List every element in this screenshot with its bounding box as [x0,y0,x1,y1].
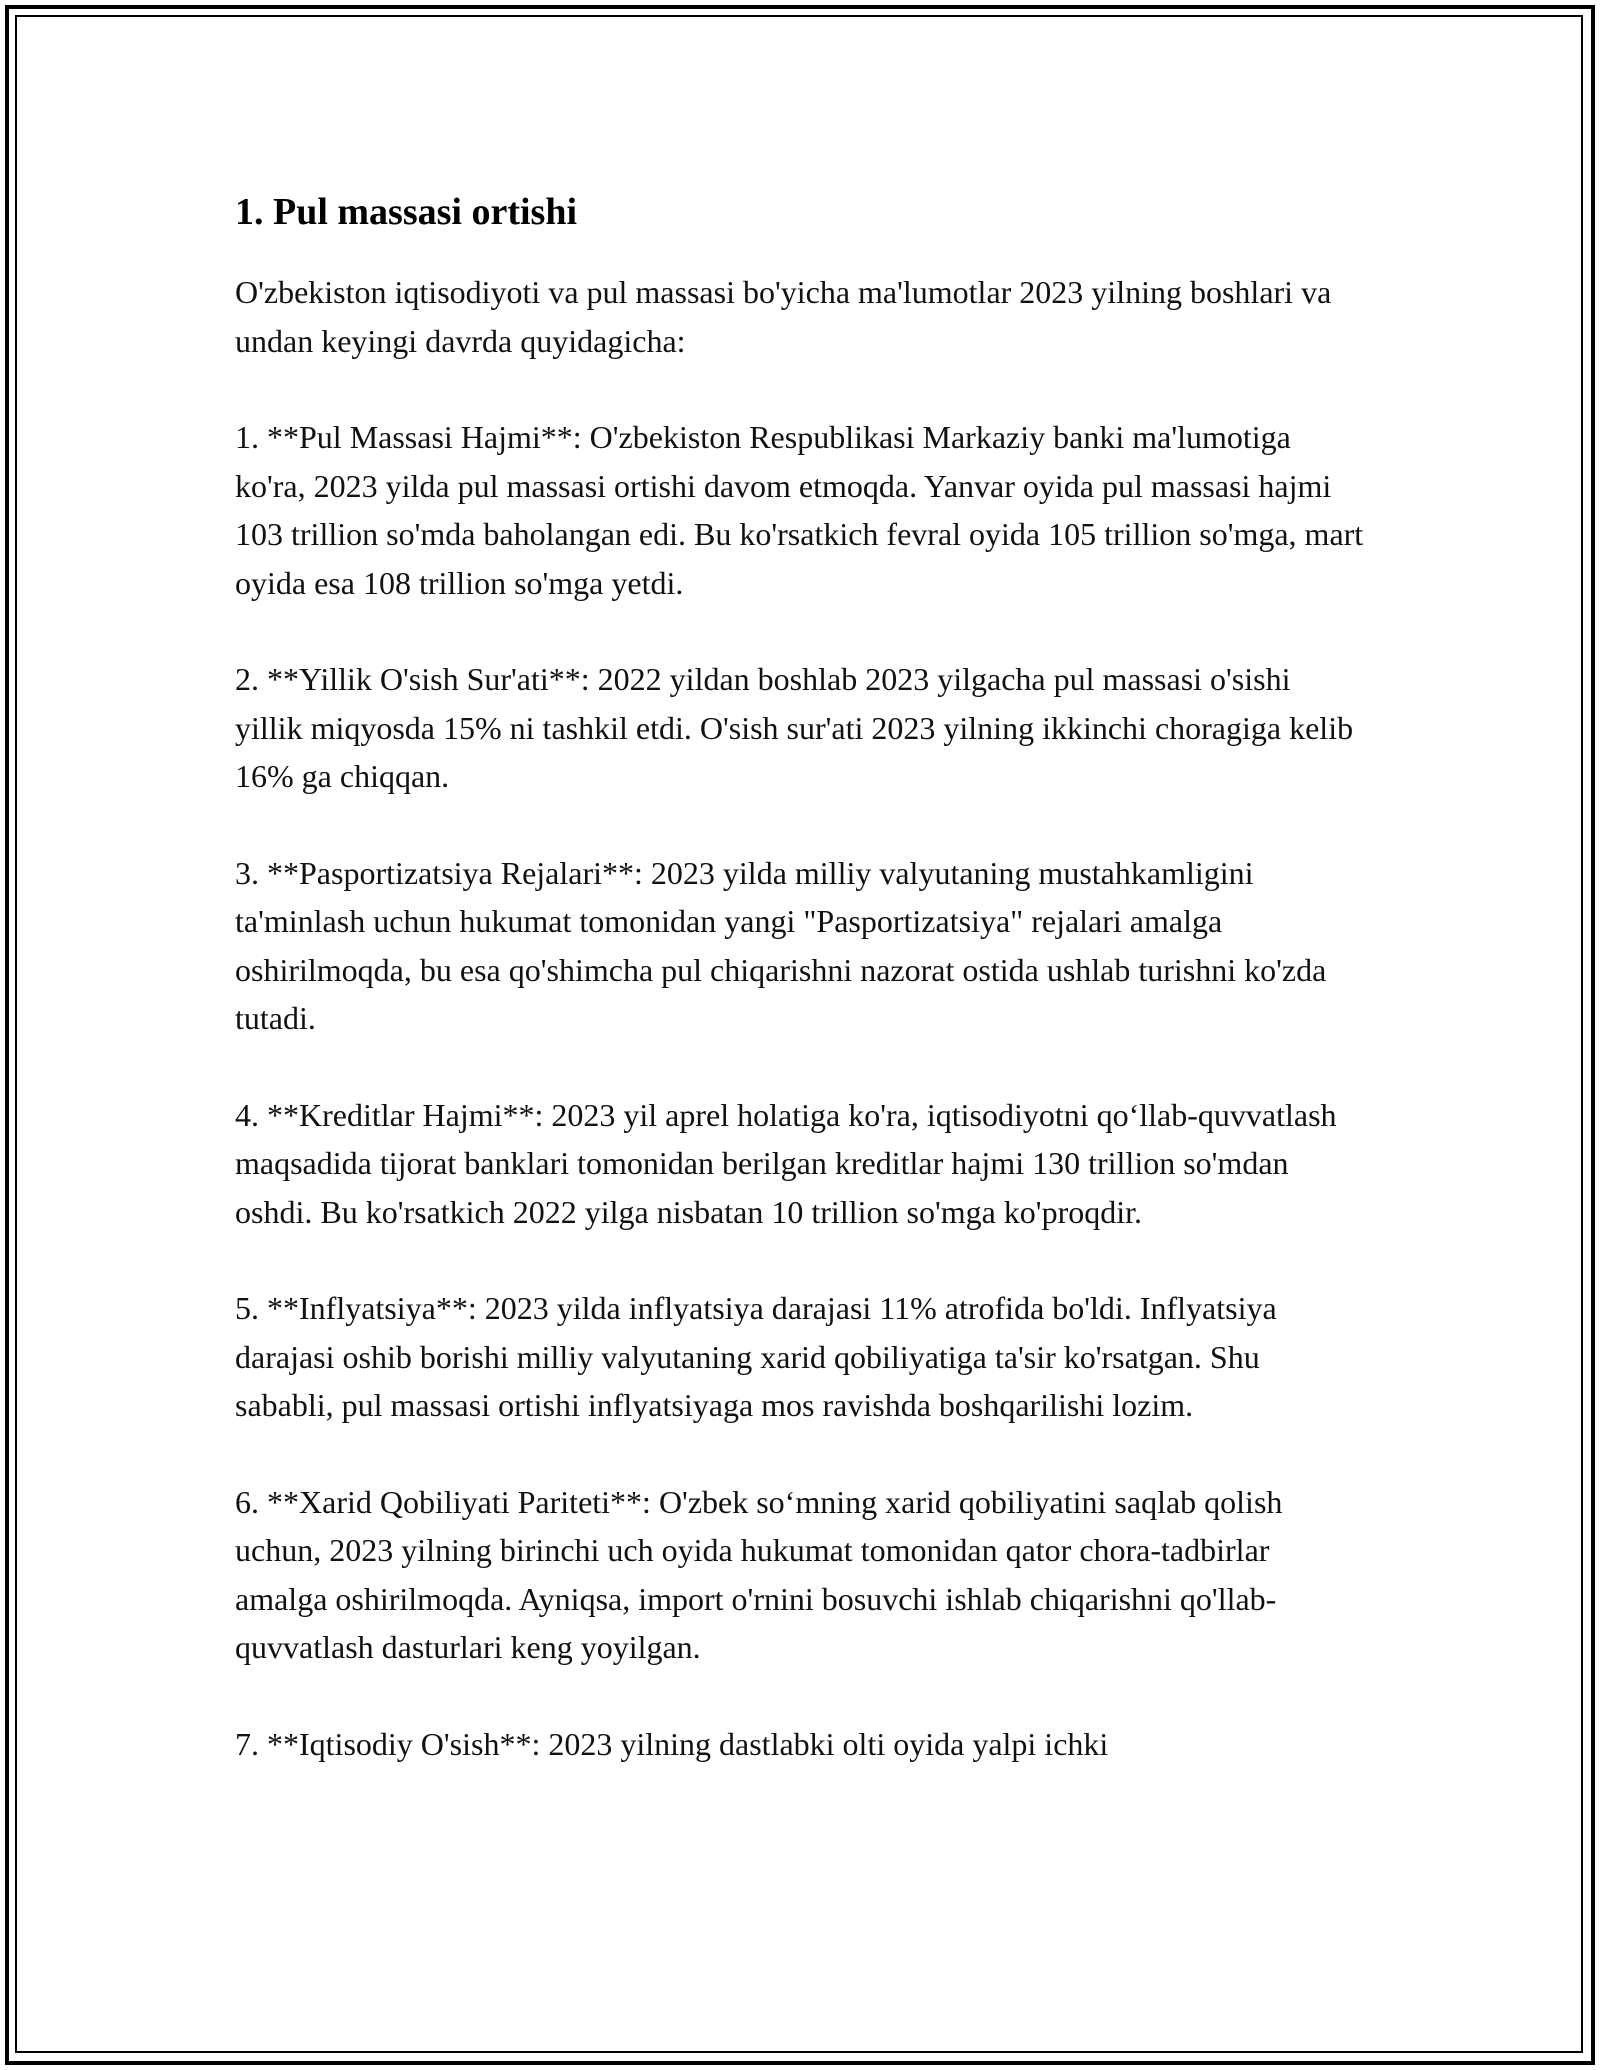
intro-paragraph: O'zbekiston iqtisodiyoti va pul massasi bo'yicha ma'lumotlar 2023 yilning boshlari va undan keyingi davrda quyidagicha: [235,274,1332,359]
list-item-passportization-plans: 3. **Pasportizatsiya Rejalari**: 2023 yilda milliy valyutaning mustahkamligini ta'minlash uchun hukumat tomonidan yangi "Pasportizatsiya" rejalari amalga oshirilmoqda, bu esa qo'shimcha pul chiqarishni nazorat ostida ushlab turishni ko'zda tutadi. [235,854,1327,1036]
list-item-credit-volume: 4. **Kreditlar Hajmi**: 2023 yil aprel holatiga ko'ra, iqtisodiyotni qo‘llab-quvvatlash maqsadida tijorat banklari tomonidan berilgan kreditlar hajmi 130 trillion so'mdan oshdi. Bu ko'rsatkich 2022 yilga nisbatan 10 trillion so'mga ko'proqdir. [235,1096,1337,1230]
list-item-money-supply-volume: 1. **Pul Massasi Hajmi**: O'zbekiston Respublikasi Markaziy banki ma'lumotiga ko'ra, 2023 yilda pul massasi ortishi davom etmoqda. Yanvar oyida pul massasi hajmi 103 trillion so'mda baholangan edi. Bu ko'rsatkich fevral oyida 105 trillion so'mga, mart oyida esa 108 trillion so'mga yetdi. [235,419,1364,601]
list-item-purchasing-power-parity: 6. **Xarid Qobiliyati Pariteti**: O'zbek so‘mning xarid qobiliyatini saqlab qolish uchun, 2023 yilning birinchi uch oyida hukumat tomonidan qator chora-tadbirlar amalga oshirilmoqda. Ayniqsa, import o'rnini bosuvchi ishlab chiqarishni qo'llab-quvvatlash dasturlari keng yoyilgan. [235,1483,1283,1665]
section-heading: 1. Pul massasi ortishi [235,191,578,233]
document-body [235,186,1365,1816]
list-item-inflation: 5. **Inflyatsiya**: 2023 yilda inflyatsiya darajasi 11% atrofida bo'ldi. Inflyatsiya darajasi oshib borishi milliy valyutaning xarid qobiliyatiga ta'sir ko'rsatgan. Shu sababli, pul massasi ortishi inflyatsiyaga mos ravishda boshqarilishi lozim. [235,1290,1277,1423]
list-item-economic-growth: 7. **Iqtisodiy O'sish**: 2023 yilning dastlabki olti oyida yalpi ichki [235,1725,1109,1762]
list-item-annual-growth-rate: 2. **Yillik O'sish Sur'ati**: 2022 yildan boshlab 2023 yilgacha pul massasi o'sishi yillik miqyosda 15% ni tashkil etdi. O'sish sur'ati 2023 yilning ikkinchi choragiga kelib 16% ga chiqqan. [235,661,1354,794]
